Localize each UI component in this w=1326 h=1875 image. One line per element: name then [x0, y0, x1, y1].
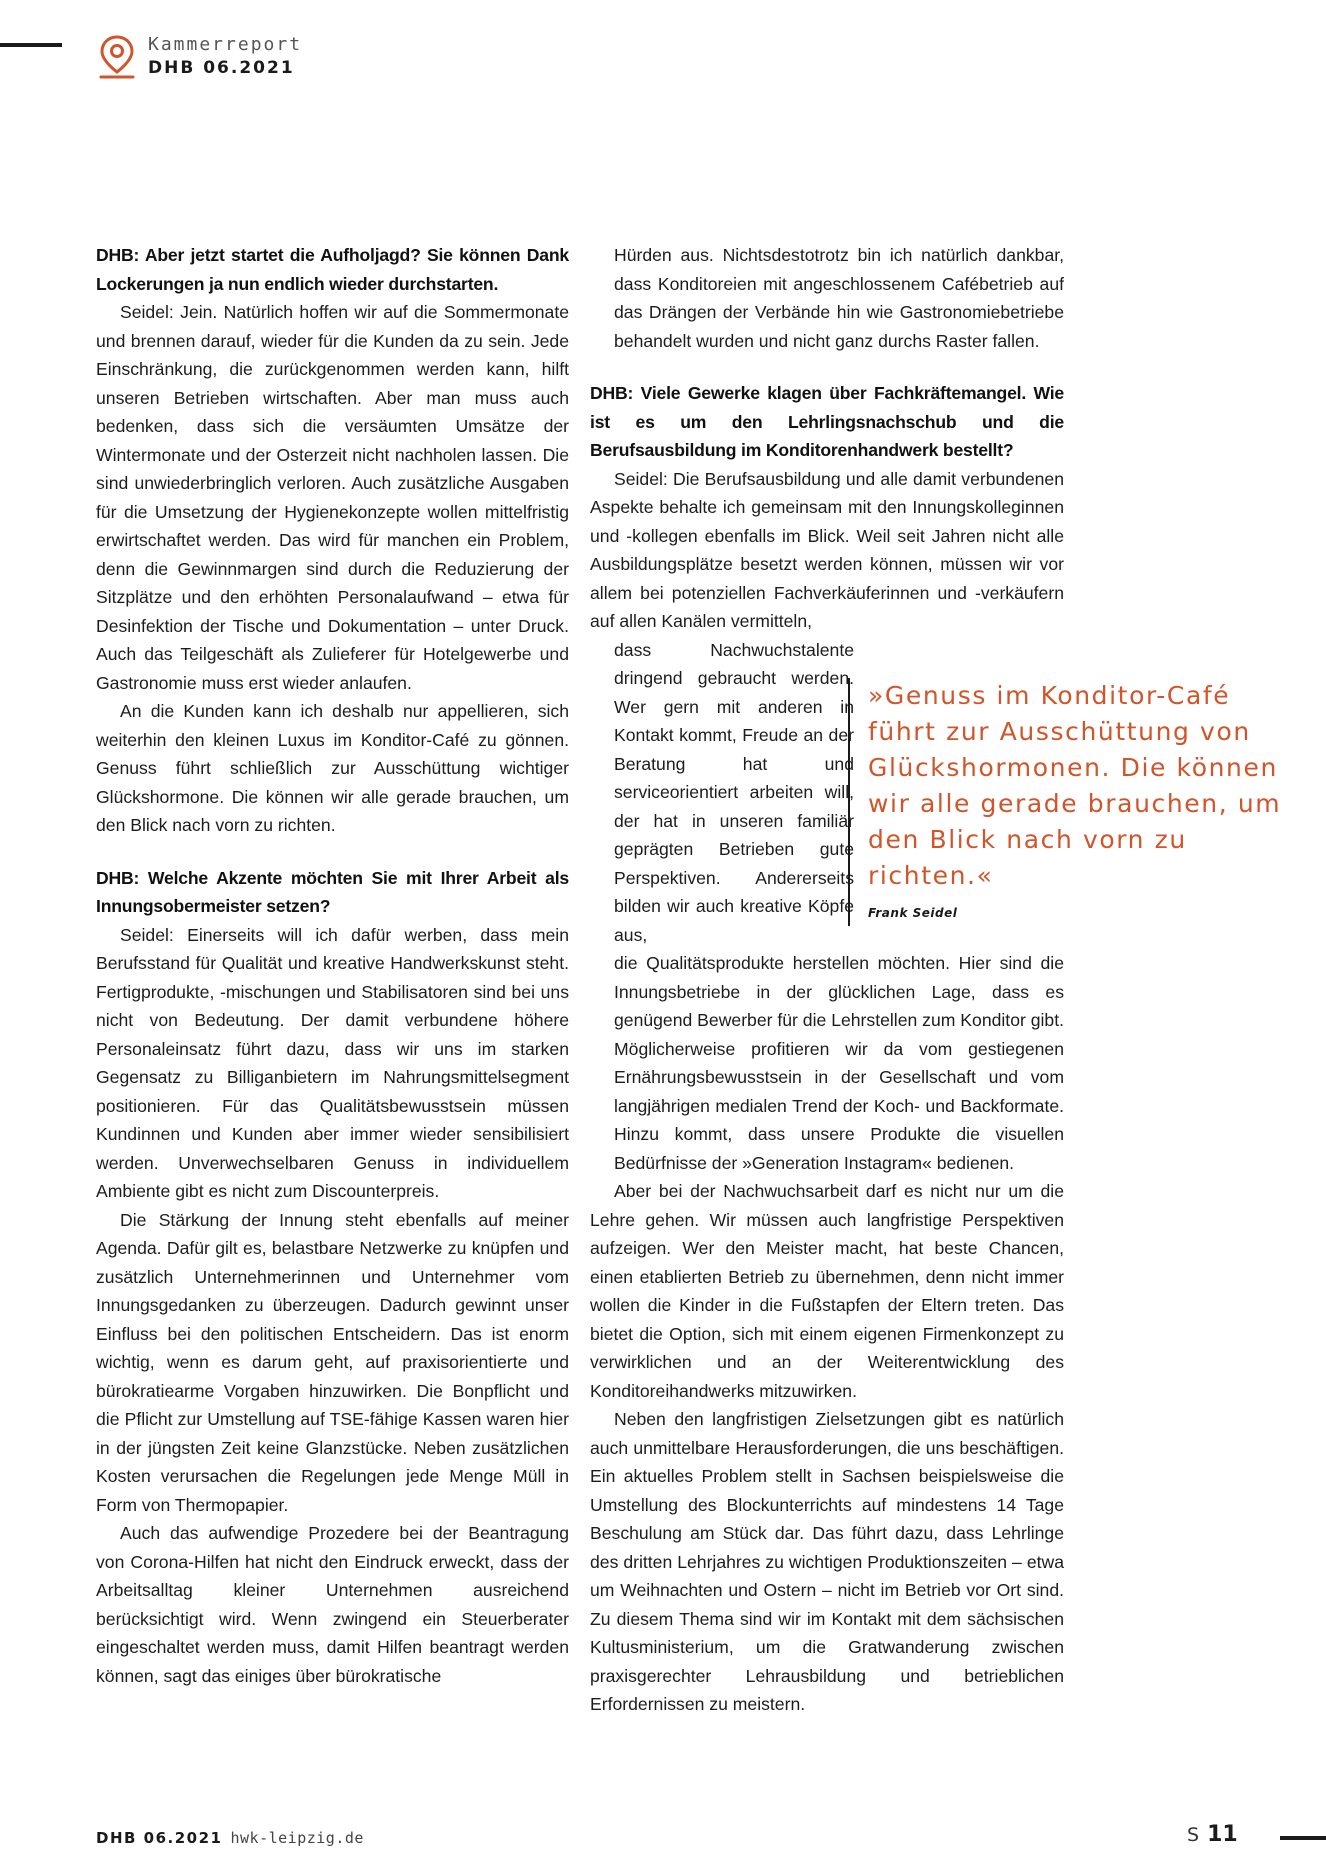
answer-paragraph: Seidel: Jein. Natürlich hoffen wir auf die Sommermonate und brennen darauf, wieder für die Kunden da zu sein. Jede Einschränkung, die zurückgenommen werden kann, hilft unseren Betrieben wirtschaften. Aber man muss auch bedenken, dass sich die versäumten Umsätze der Wintermonate und der Osterzeit nicht nachholen lassen. Die sind unwiederbringlich verloren. Auch zusätzliche Ausgaben für die Umsetzung der Hygienekonzepte wollen mittelfristig erwirtschaftet werden. Das wird für manchen ein Problem, denn die Gewinnmargen sind durch die Reduzierung der Sitzplätze und den erhöhten Personalaufwand – etwa für Desinfektion der Tische und Dokumentation – unter Druck. Auch das Teilgeschäft als Zulieferer für Hotelgewerbe und Gastronomie muss erst wieder anlaufen.: [96, 302, 569, 693]
answer-paragraph: Seidel: Die Berufsausbildung und alle damit verbundenen Aspekte behalte ich gemeinsam mit den Innungskolleginnen und -kollegen ebenfalls im Blick. Weil seit Jahren nicht alle Ausbildungsplätze besetzt werden können, müssen wir vor allem bei potenziellen Fachverkäuferinnen und -verkäufern auf allen Kanälen vermitteln,: [590, 468, 1064, 631]
page-number-value: 11: [1207, 1822, 1238, 1847]
page-number: [1187, 1822, 1238, 1847]
page-prefix: S: [1187, 1824, 1200, 1846]
pull-quote: [848, 678, 1308, 926]
answer-paragraph-narrow: dass Nachwuchstalente dringend gebraucht werden. Wer gern mit anderen in Kontakt kommt, Freude an der Beratung hat und serviceorientiert arbeiten will, der hat in unseren familiär geprägten Betrieben gute Perspektiven. Andererseits bilden wir auch kreative Köpfe aus,: [614, 639, 854, 945]
right-column: [590, 241, 1064, 1719]
section-label: Kammerreport: [148, 34, 303, 55]
issue-label: DHB 06.2021: [148, 58, 295, 78]
body-paragraph: Aber bei der Nachwuchsarbeit darf es nicht nur um die Lehre gehen. Wir müssen auch langfristige Perspektiven aufzeigen. Wer den Meister macht, hat beste Chancen, einen etablierten Betrieb zu übernehmen, denn nicht immer wollen die Kinder in die Fußstapfen der Eltern treten. Das bietet die Option, sich mit einem eigenen Firmenkonzept zu verwirklichen und an der Weiterentwicklung des Konditoreihandwerks mitzuwirken.: [590, 1181, 1064, 1401]
answer-paragraph-continued: die Qualitätsprodukte herstellen möchten. Hier sind die Innungsbetriebe in der glücklichen Lage, dass es genügend Bewerber für die Lehrstellen zum Konditor gibt. Möglicherweise profitieren wir da vom gestiegenen Ernährungsbewusstsein in der Gesellschaft und vom langjährigen medialen Trend der Koch- und Backformate. Hinzu kommt, dass unsere Produkte die visuellen Bedürfnisse der »Generation Instagram« bedienen.: [614, 953, 1064, 1173]
location-pin-icon: [98, 34, 136, 80]
body-paragraph: Neben den langfristigen Zielsetzungen gibt es natürlich auch unmittelbare Herausforderungen, die uns beschäftigen. Ein aktuelles Problem stellt in Sachsen beispielsweise die Umstellung des Blockunterrichts auf mindestens 14 Tage Beschulung am Stück dar. Das führt dazu, dass Lehrlinge des dritten Lehrjahres zu wichtigen Produktionszeiten – etwa um Weihnachten und Ostern – nicht im Betrieb vor Ort sind. Zu diesem Thema sind wir im Kontakt mit dem sächsischen Kultusministerium, um die Gratwanderung zwischen praxisgerechter Lehrausbildung und betrieblichen Erfordernissen zu meistern.: [590, 1409, 1064, 1714]
interview-question: DHB: Aber jetzt startet die Aufholjagd? Sie können Dank Lockerungen ja nun endlich wieder durchstarten.: [96, 245, 569, 294]
continuation-paragraph: Hürden aus. Nichtsdestotrotz bin ich natürlich dankbar, dass Konditoreien mit angeschlossenem Cafébetrieb auf das Drängen der Verbände hin wie Gastronomiebetriebe behandelt wurden und nicht ganz durchs Raster fallen.: [614, 245, 1064, 351]
left-column: [96, 241, 569, 1690]
pull-quote-author: Frank Seidel: [868, 906, 958, 920]
bottom-right-rule: [1280, 1836, 1326, 1840]
body-paragraph: Die Stärkung der Innung steht ebenfalls auf meiner Agenda. Dafür gilt es, belastbare Netzwerke zu knüpfen und zusätzlich Unternehmerinnen und Unternehmer vom Innungsgedanken zu überzeugen. Dadurch gewinnt unser Einfluss bei den politischen Entscheidern. Das ist enorm wichtig, wenn es darum geht, auf praxisorientierte und bürokratiearme Vorgaben hinzuwirken. Die Bonpflicht und die Pflicht zur Umstellung auf TSE-fähige Kassen waren hier in der jüngsten Zeit keine Glanzstücke. Neben zusätzlichen Kosten verursachen die Regelungen jede Menge Müll in Form von Thermopapier.: [96, 1209, 569, 1515]
pull-quote-text: »Genuss im Konditor-Café führt zur Ausschüttung von Glückshormonen. Die können wir alle gerade brauchen, um den Blick nach vorn zu richten.«: [868, 681, 1282, 890]
footer-website[interactable]: hwk-leipzig.de: [230, 1829, 364, 1847]
page-footer: [96, 1829, 364, 1848]
interview-question: DHB: Welche Akzente möchten Sie mit Ihrer Arbeit als Innungsobermeister setzen?: [96, 867, 569, 916]
body-paragraph: Auch das aufwendige Prozedere bei der Beantragung von Corona-Hilfen hat nicht den Eindruck erweckt, dass der Arbeitsalltag kleiner Unternehmen ausreichend berücksichtigt wird. Wenn zwingend ein Steuerberater eingeschaltet werden muss, damit Hilfen beantragt werden können, sagt das einiges über bürokratische: [96, 1523, 569, 1686]
footer-issue: DHB 06.2021: [96, 1829, 223, 1847]
body-paragraph: An die Kunden kann ich deshalb nur appellieren, sich weiterhin den kleinen Luxus im Konditor-Café zu gönnen. Genuss führt schließlich zur Ausschüttung wichtiger Glückshormone. Die können wir alle gerade brauchen, um den Blick nach vorn zu richten.: [96, 701, 569, 835]
top-left-rule: [0, 43, 62, 47]
answer-paragraph: Seidel: Einerseits will ich dafür werben, dass mein Berufsstand für Qualität und kreative Handwerkskunst steht. Fertigprodukte, -mischungen und Stabilisatoren sind bei uns nicht von Bedeutung. Der damit verbundene höhere Personaleinsatz führt dazu, dass wir uns im starken Gegensatz zu Billiganbietern im Nahrungsmittelsegment positionieren. Für das Qualitätsbewusstsein müssen Kundinnen und Kunden aber immer wieder sensibilisiert werden. Unverwechselbaren Genuss in individuellem Ambiente gibt es nicht zum Discounterpreis.: [96, 924, 569, 1201]
interview-question: DHB: Viele Gewerke klagen über Fachkräftemangel. Wie ist es um den Lehrlingsnachschub und die Berufsausbildung im Konditorenhandwerk bestellt?: [590, 383, 1064, 460]
